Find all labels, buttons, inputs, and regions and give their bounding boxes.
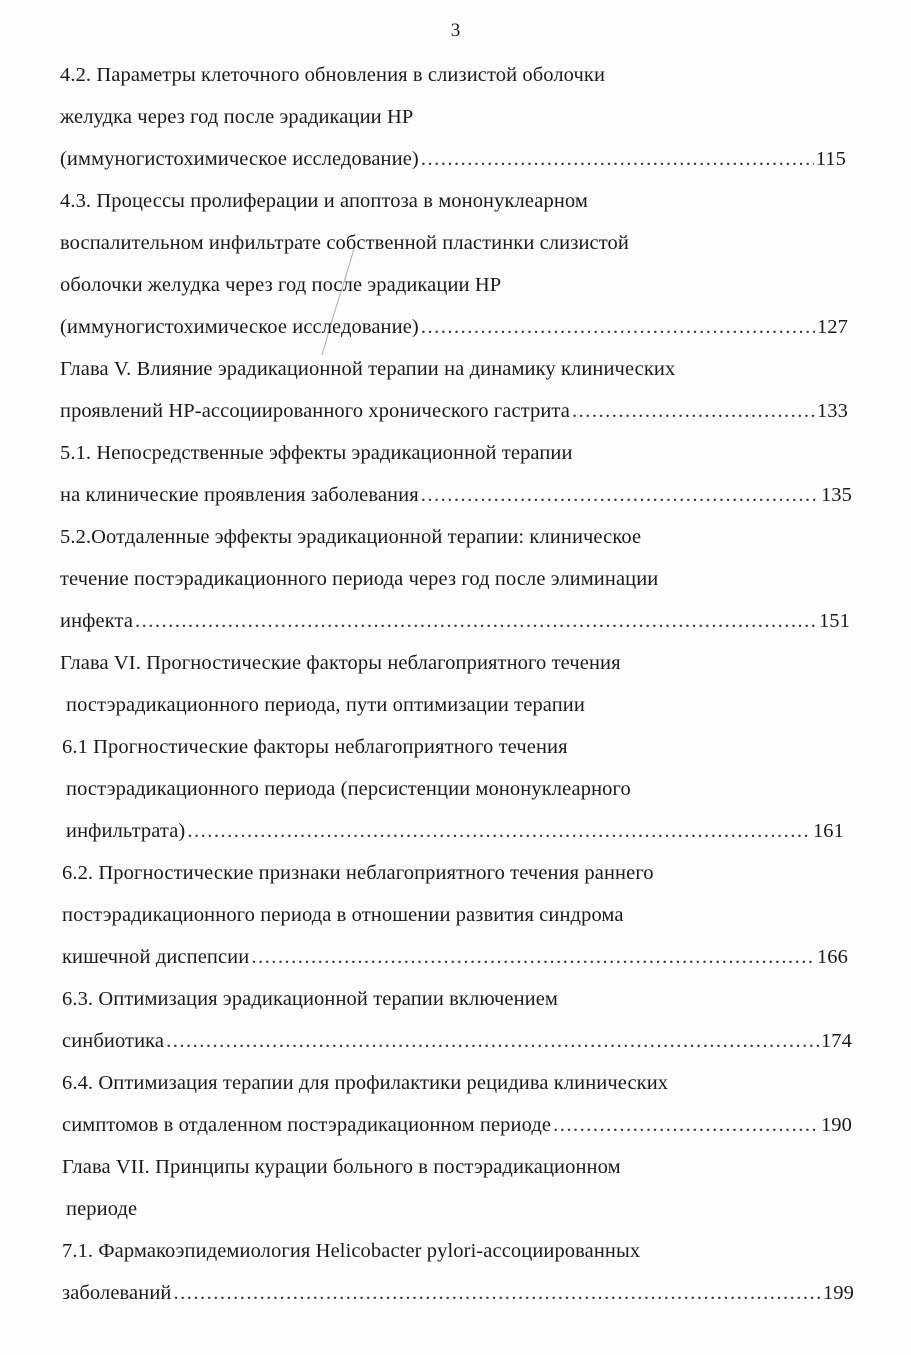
toc-line-text: 4.2. Параметры клеточного обновления в слизистой оболочки: [60, 64, 606, 86]
toc-line: [60, 356, 860, 382]
toc-entry-title: кишечной диспепсии: [62, 946, 250, 968]
toc-entry[interactable]: [60, 398, 848, 424]
toc-entry[interactable]: [62, 944, 848, 970]
toc-entry-page: 133: [816, 400, 848, 422]
toc-entry-page: 151: [818, 610, 850, 632]
toc-entry-page: 166: [816, 946, 848, 968]
toc-line: [60, 188, 860, 214]
toc-entry[interactable]: [60, 146, 846, 172]
toc-line-text: Глава VI. Прогностические факторы неблагоприятного течения: [60, 652, 621, 674]
toc-line: [60, 440, 860, 466]
toc-line-text: постэрадикационного периода в отношении развития синдрома: [62, 904, 624, 926]
toc-entry[interactable]: [62, 1280, 854, 1306]
toc-line: [60, 62, 860, 88]
toc-line-text: 6.4. Оптимизация терапии для профилактики рецидива клинических: [62, 1072, 669, 1094]
toc-entry[interactable]: [60, 482, 852, 508]
toc-entry-page: 127: [816, 316, 848, 338]
toc-entry-title: инфильтрата): [66, 820, 186, 842]
toc-line: [62, 734, 862, 760]
toc-entry[interactable]: [62, 1028, 852, 1054]
toc-entry-title: на клинические проявления заболевания: [60, 484, 419, 506]
toc-entry-title: синбиотика: [62, 1030, 165, 1052]
toc-line-text: оболочки желудка через год после эрадикации НР: [60, 274, 502, 296]
toc-line-text: 6.1 Прогностические факторы неблагоприятного течения: [62, 736, 568, 758]
toc-entry-page: 174: [820, 1030, 852, 1052]
toc-entry[interactable]: [60, 314, 848, 340]
dot-leader: [187, 818, 811, 844]
toc-line: [62, 986, 862, 1012]
toc-line: [60, 650, 860, 676]
toc-line: [60, 272, 860, 298]
toc-entry[interactable]: [66, 818, 844, 844]
toc-entry-title: симптомов в отдаленном постэрадикационном периоде: [62, 1114, 552, 1136]
toc-entry-page: 199: [822, 1282, 854, 1304]
dot-leader: [421, 146, 814, 172]
toc-line-text: 5.2.Оотдаленные эффекты эрадикационной терапии: клиническое: [60, 526, 642, 548]
dot-leader: [166, 1028, 819, 1054]
toc-entry-title: (иммуногистохимическое исследование): [60, 148, 419, 170]
dot-leader: [572, 398, 815, 424]
toc-line-text: желудка через год после эрадикации НР: [60, 106, 414, 128]
dot-leader: [421, 314, 815, 340]
dot-leader: [421, 482, 819, 508]
toc-line-text: Глава VII. Принципы курации больного в постэрадикационном: [62, 1156, 621, 1178]
dot-leader: [173, 1280, 820, 1306]
toc-line: [66, 1196, 866, 1222]
toc-line-text: постэрадикационного периода (персистенции мононуклеарного: [66, 778, 631, 800]
toc-line-text: течение постэрадикационного периода через год после элиминации: [60, 568, 659, 590]
toc-line: [62, 1154, 862, 1180]
toc-line-text: 6.3. Оптимизация эрадикационной терапии включением: [62, 988, 558, 1010]
toc-line: [60, 566, 860, 592]
dot-leader: [251, 944, 815, 970]
toc-line: [62, 1238, 862, 1264]
toc-entry-page: 115: [815, 148, 846, 170]
toc-line-text: воспалительном инфильтрате собственной пластинки слизистой: [60, 232, 629, 254]
dot-leader: [553, 1112, 819, 1138]
toc-line: [62, 902, 862, 928]
toc-entry-page: 161: [812, 820, 844, 842]
toc-line: [62, 860, 862, 886]
toc-line-text: 4.3. Процессы пролиферации и апоптоза в мононуклеарном: [60, 190, 588, 212]
toc-line-text: периоде: [66, 1198, 138, 1220]
toc-line-text: 5.1. Непосредственные эффекты эрадикационной терапии: [60, 442, 573, 464]
toc-entry[interactable]: [62, 1112, 852, 1138]
page-number: 3: [450, 20, 461, 41]
toc-entry-page: 190: [820, 1114, 852, 1136]
toc-line: [66, 776, 866, 802]
toc-line: [66, 692, 866, 718]
toc-line: [60, 230, 860, 256]
dot-leader: [135, 608, 817, 634]
toc-line: [62, 1070, 862, 1096]
toc-line-text: 6.2. Прогностические признаки неблагоприятного течения раннего: [62, 862, 654, 884]
toc-entry-page: 135: [820, 484, 852, 506]
toc-line: [60, 524, 860, 550]
toc-line: [60, 104, 860, 130]
pen-mark: [310, 240, 370, 360]
toc-line-text: постэрадикационного периода, пути оптимизации терапии: [66, 694, 585, 716]
toc-entry-title: заболеваний: [62, 1282, 172, 1304]
toc-entry-title: инфекта: [60, 610, 134, 632]
toc-line-text: Глава V. Влияние эрадикационной терапии на динамику клинических: [60, 358, 676, 380]
toc-entry[interactable]: [60, 608, 850, 634]
toc-entry-title: (иммуногистохимическое исследование): [60, 316, 419, 338]
toc-line-text: 7.1. Фармакоэпидемиология Helicobacter pylori-ассоциированных: [62, 1240, 641, 1262]
toc-entry-title: проявлений НР-ассоциированного хронического гастрита: [60, 400, 570, 422]
